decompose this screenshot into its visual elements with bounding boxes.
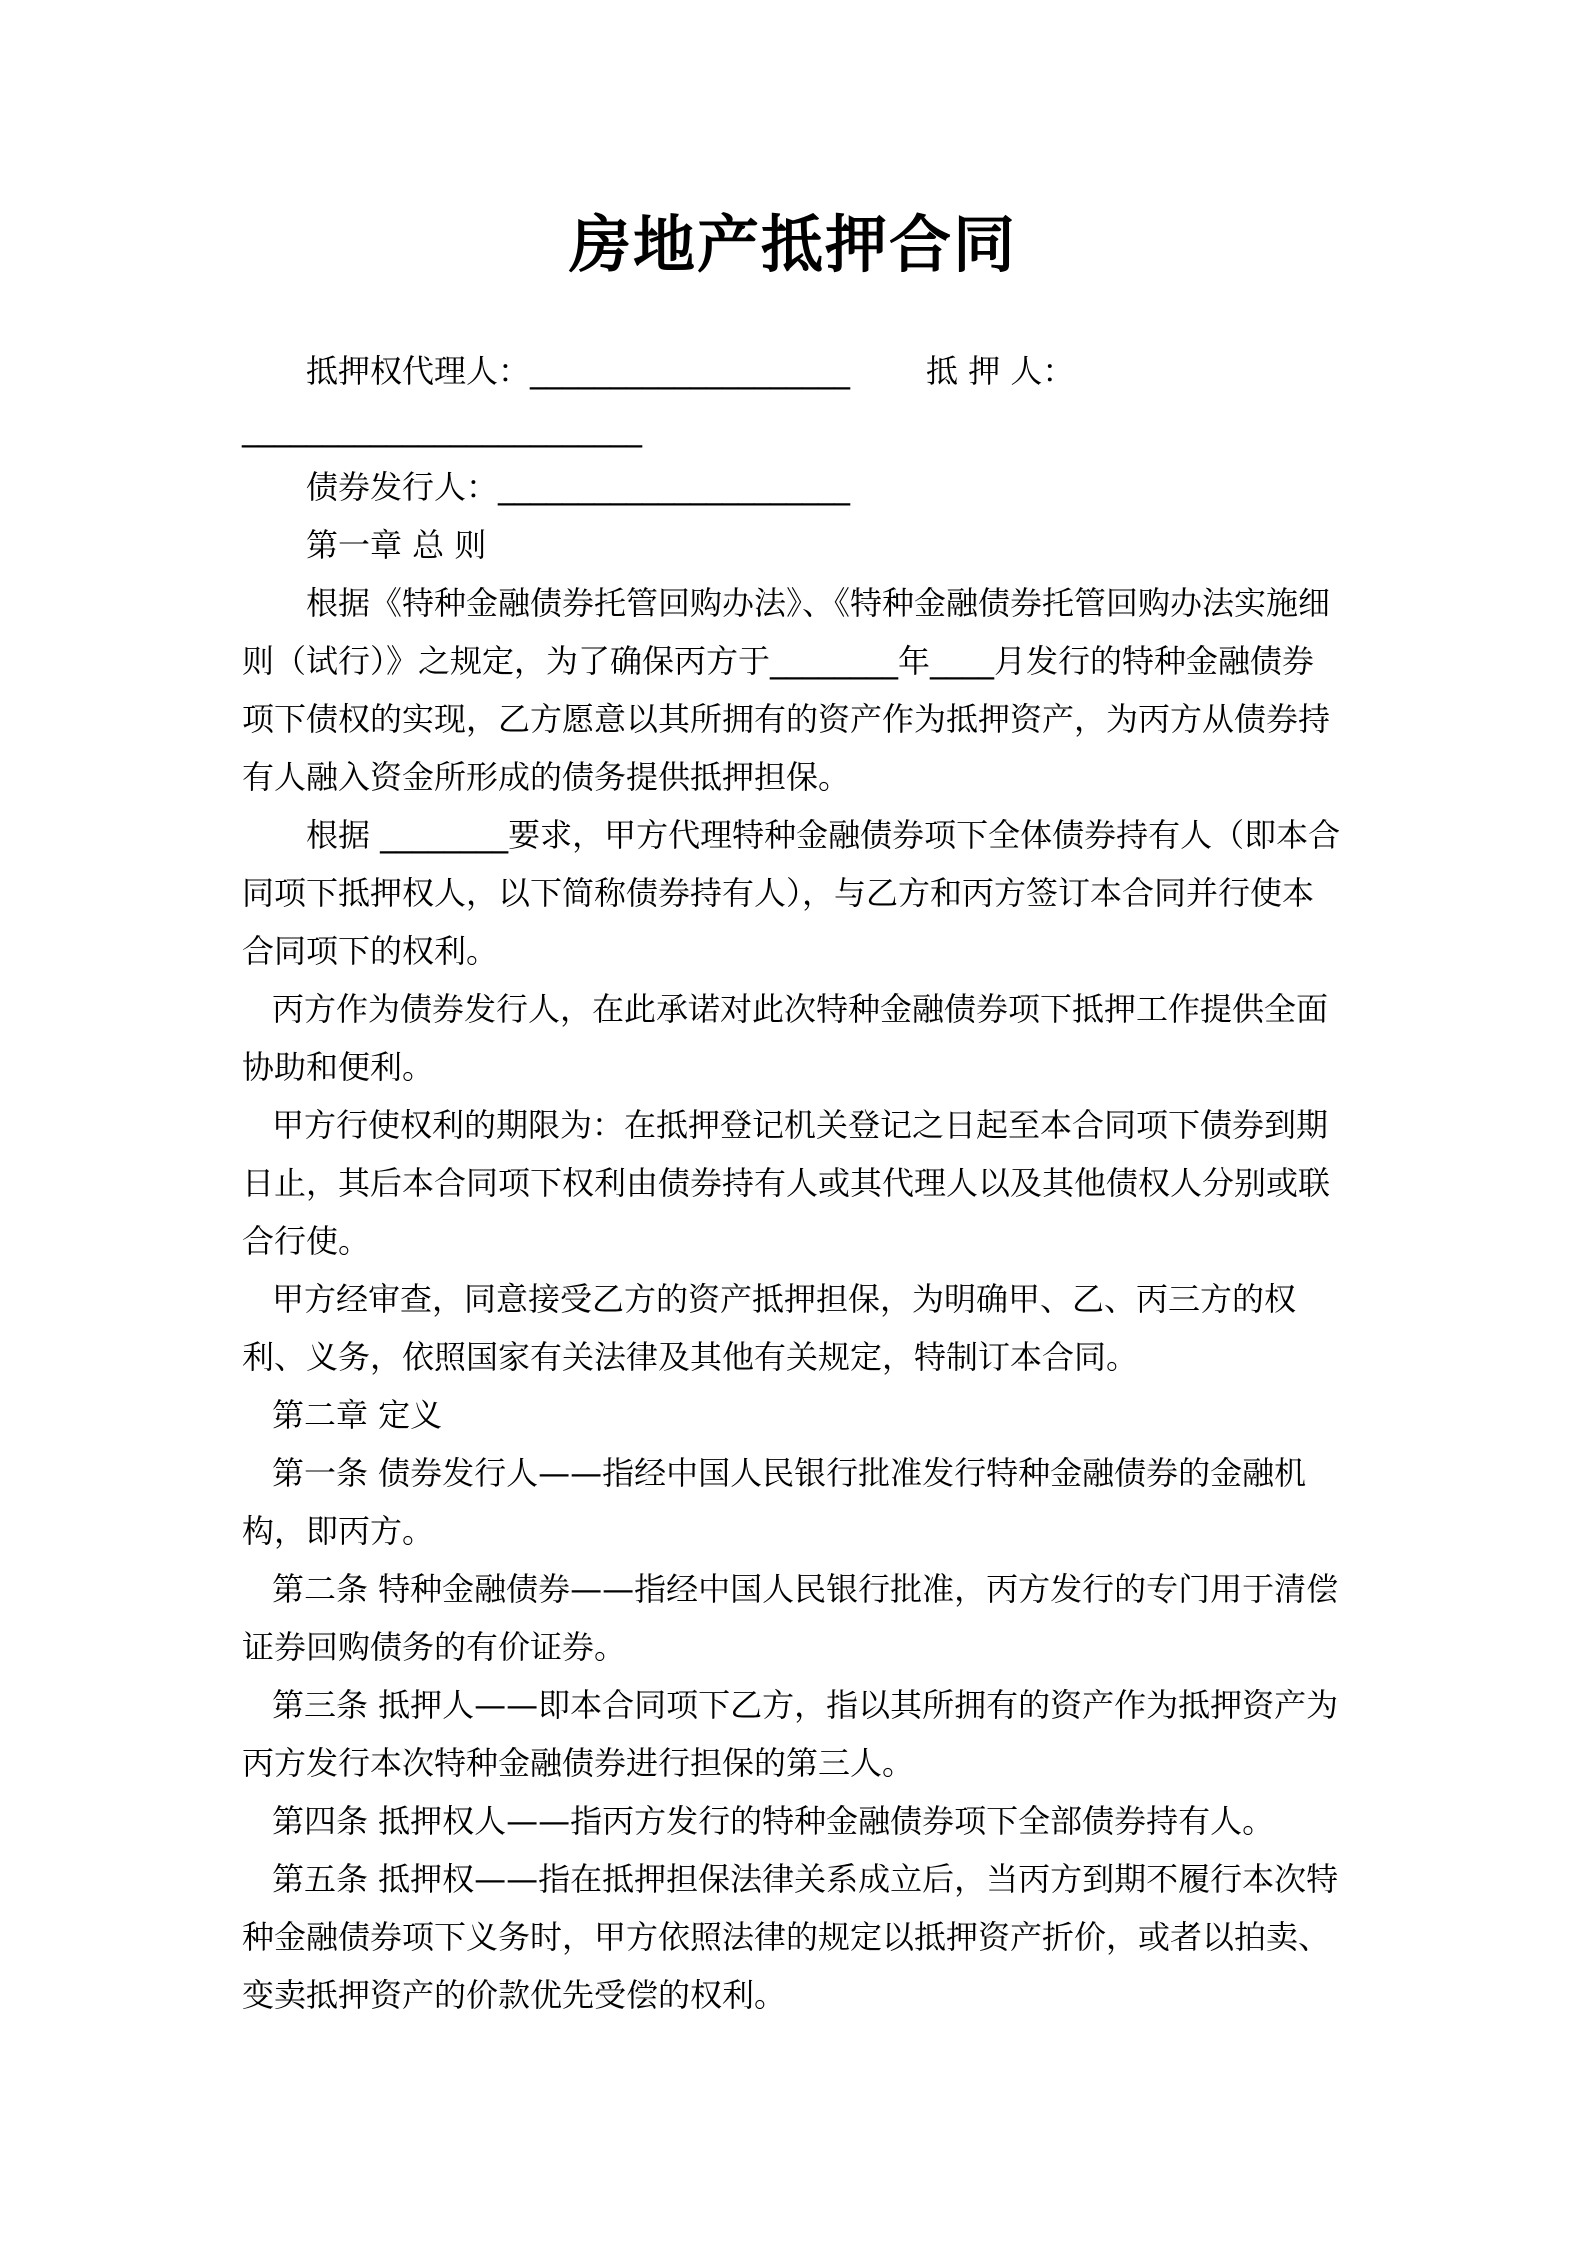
mortgagor-blank-line [242, 400, 1342, 458]
mortgagor-label: 抵 押 人： [926, 352, 1075, 390]
paragraph-term: 甲方行使权利的期限为：在抵押登记机关登记之日起至本合同项下债券到期日止，其后本合同项下权利由债券持有人或其代理人以及其他债权人分别或联合行使。 [242, 1106, 1331, 1260]
issuer-line [242, 458, 1342, 516]
article-5: 第五条 抵押权——指在抵押担保法律关系成立后，当丙方到期不履行本次特种金融债券项下义务时，甲方依照法律的规定以抵押资产折价，或者以拍卖、变卖抵押资产的价款优先受偿的权利。 [242, 1860, 1339, 2014]
paragraph-basis: 根据《特种金融债券托管回购办法》、《特种金融债券托管回购办法实施细则（试行）》之规定，为了确保丙方于________年____月发行的特种金融债券项下债权的实现，乙方愿意以其所拥有的资产作为抵押资产，为丙方从债券持有人融入资金所形成的债务提供抵押担保。 [242, 584, 1331, 796]
chapter-heading-1: 第一章 总 则 [306, 526, 487, 564]
contract-body [242, 342, 1342, 2024]
agent-label: 抵押权代理人： [306, 352, 531, 390]
issuer-blank: ______________________ [498, 468, 851, 506]
mortgagor-blank: _________________________ [242, 410, 642, 448]
paragraph-agency: 根据 ________要求，甲方代理特种金融债券项下全体债券持有人（即本合同项下抵押权人，以下简称债券持有人），与乙方和丙方签订本合同并行使本合同项下的权利。 [242, 816, 1341, 970]
chapter-heading-2: 第二章 定义 [272, 1396, 443, 1434]
article-4: 第四条 抵押权人——指丙方发行的特种金融债券项下全部债券持有人。 [272, 1802, 1275, 1840]
paragraph-review: 甲方经审查，同意接受乙方的资产抵押担保，为明确甲、乙、丙三方的权利、义务，依照国家有关法律及其他有关规定，特制订本合同。 [242, 1280, 1297, 1376]
article-3: 第三条 抵押人——即本合同项下乙方，指以其所拥有的资产作为抵押资产为丙方发行本次特种金融债券进行担保的第三人。 [242, 1686, 1339, 1782]
parties-line [242, 342, 1342, 400]
article-2: 第二条 特种金融债券——指经中国人民银行批准，丙方发行的专门用于清偿证券回购债务的有价证券。 [242, 1570, 1339, 1666]
document-title: 房地产抵押合同 [568, 208, 1017, 281]
agent-blank: ____________________ [530, 352, 851, 390]
article-1: 第一条 债券发行人——指经中国人民银行批准发行特种金融债券的金融机构，即丙方。 [242, 1454, 1307, 1550]
paragraph-issuer-commitment: 丙方作为债券发行人，在此承诺对此次特种金融债券项下抵押工作提供全面协助和便利。 [242, 990, 1329, 1086]
issuer-label: 债券发行人： [306, 468, 499, 506]
